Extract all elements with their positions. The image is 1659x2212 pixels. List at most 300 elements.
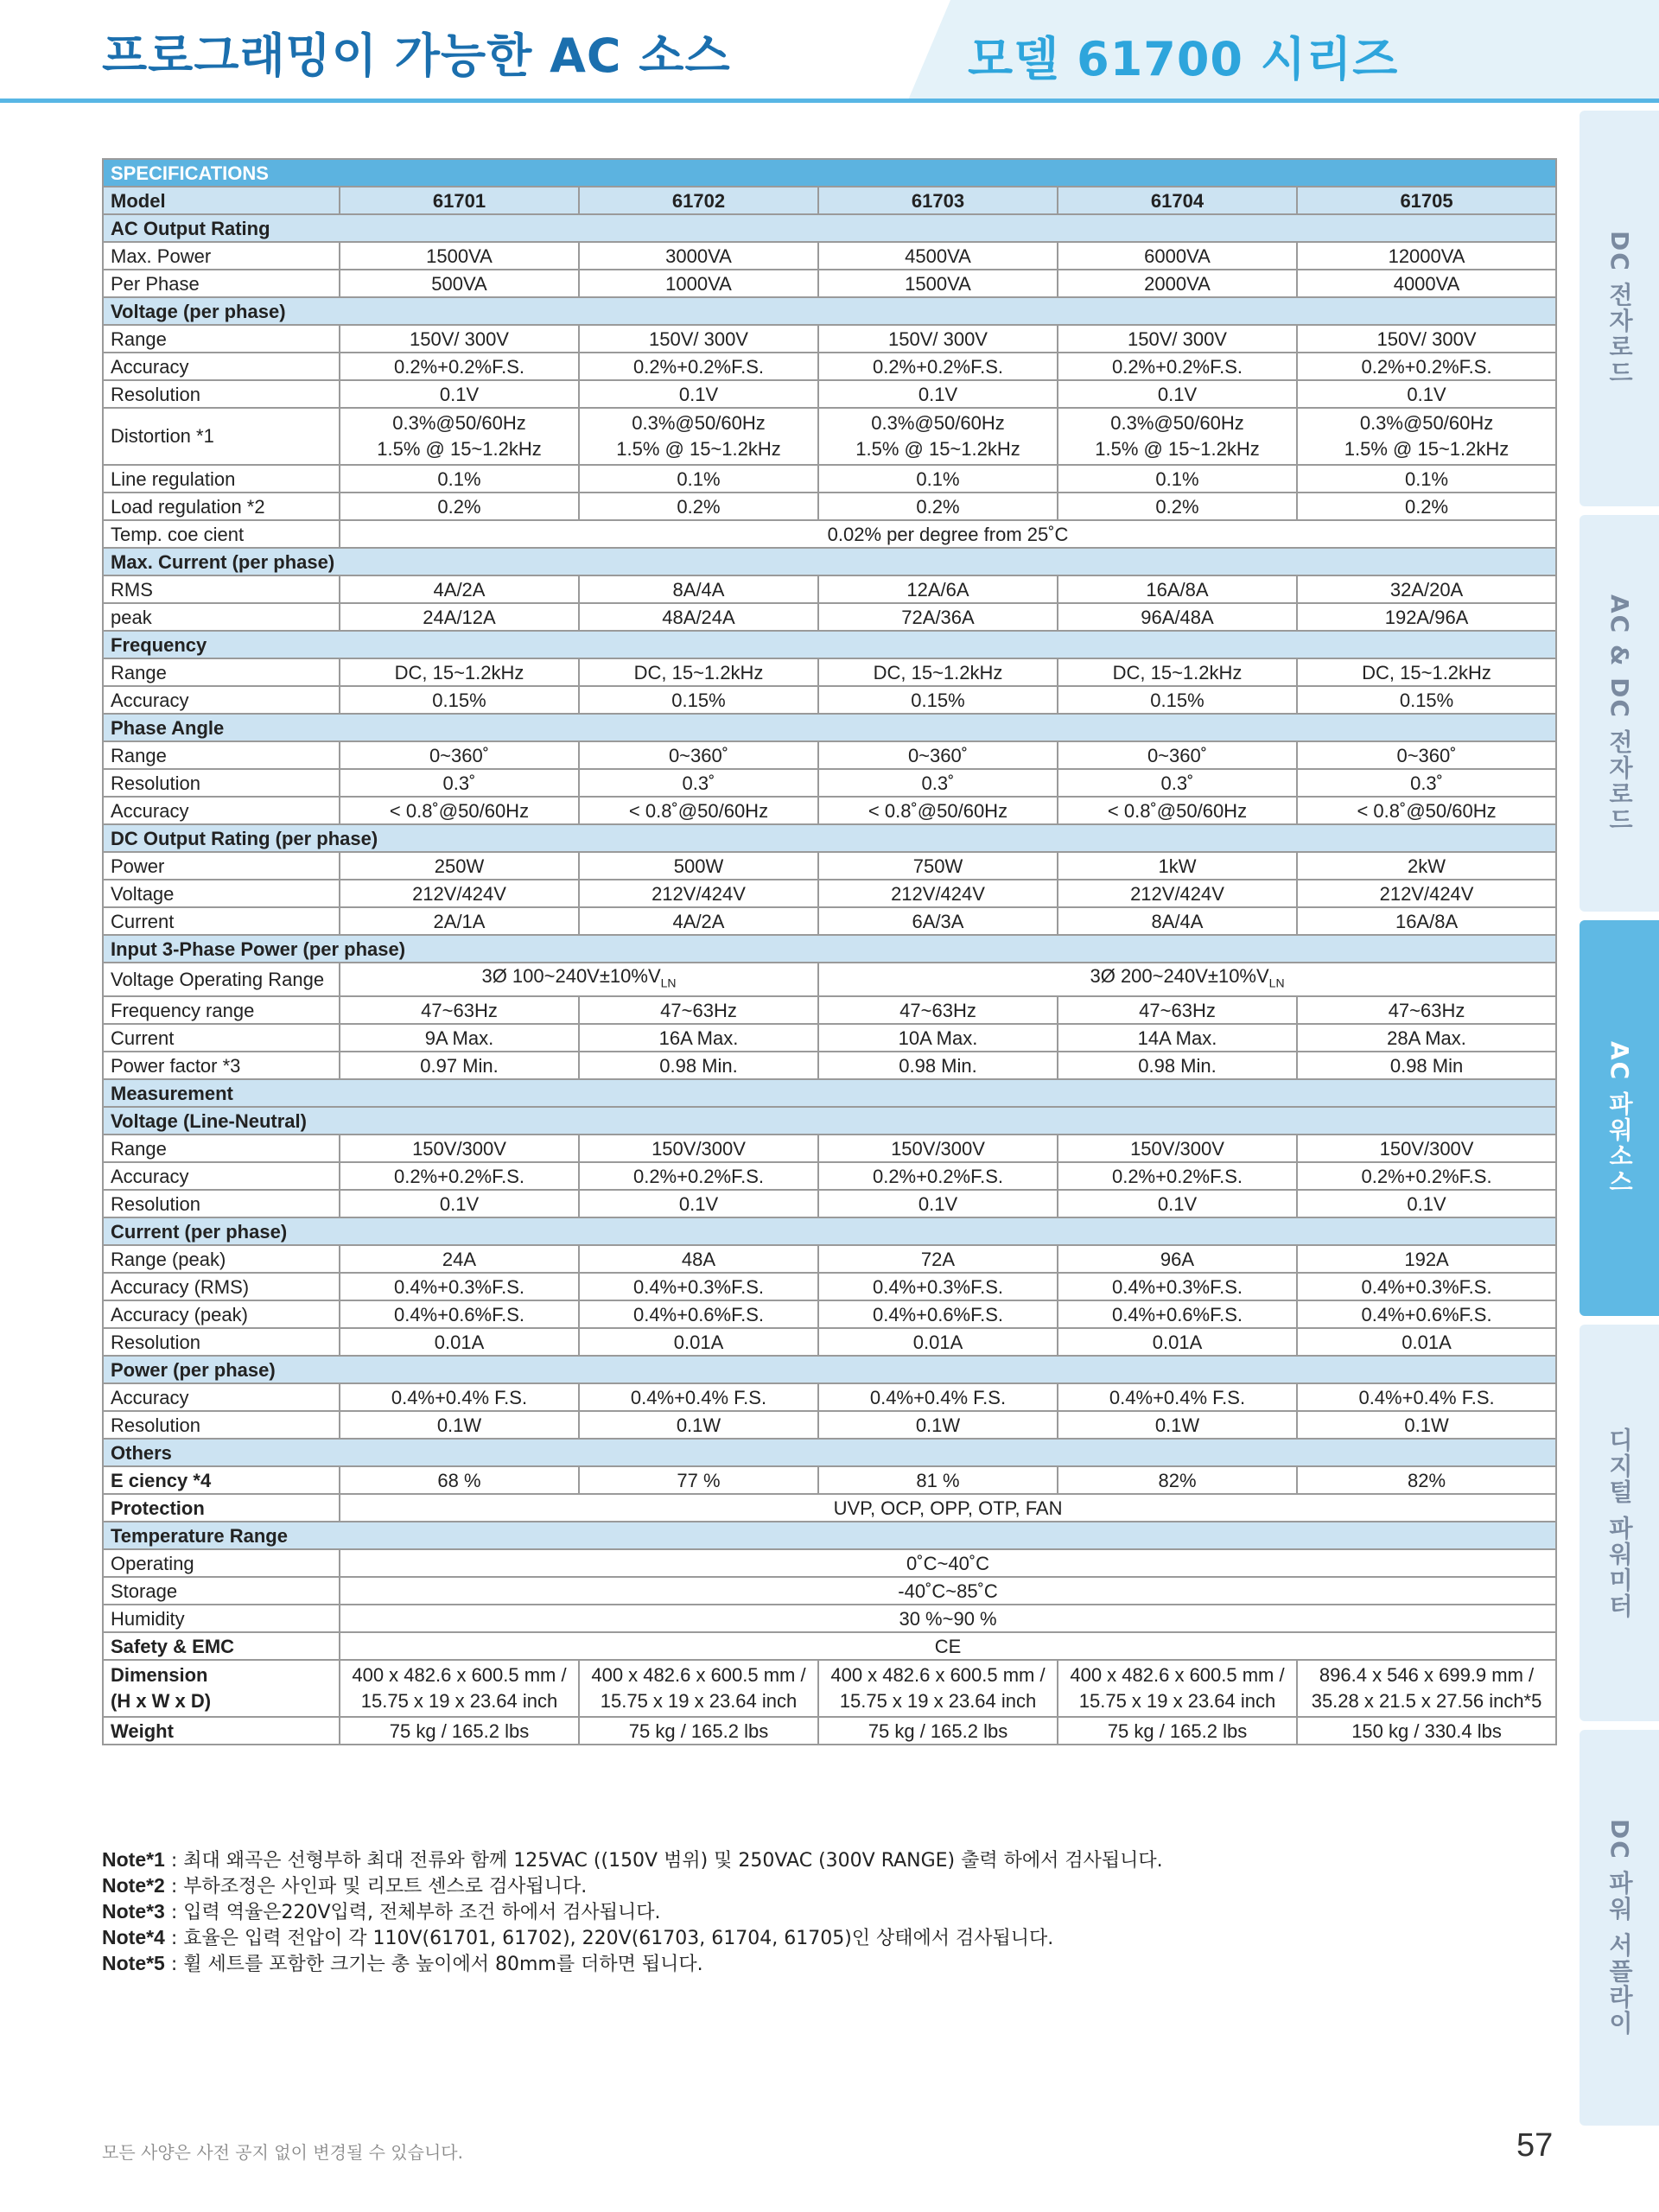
value-cell: 150V/ 300V: [340, 325, 579, 353]
section-label: Measurement: [103, 1079, 1556, 1107]
row-label: Accuracy: [103, 1162, 340, 1190]
table-row: [103, 658, 1556, 686]
value-cell: 12A/6A: [818, 575, 1058, 603]
table-row: [103, 1162, 1556, 1190]
value-cell: 1500VA: [818, 270, 1058, 297]
value-cell: DC, 15~1.2kHz: [340, 658, 579, 686]
table-row: [103, 1052, 1556, 1079]
section-label: AC Output Rating: [103, 214, 1556, 242]
value-cell: 0.1V: [579, 1190, 818, 1217]
note-item: [102, 1873, 1163, 1899]
model-name: 61704: [1058, 187, 1297, 214]
value-cell: 0.4%+0.3%F.S.: [818, 1273, 1058, 1300]
value-cell: 0.1V: [1297, 1190, 1556, 1217]
row-label: Range: [103, 1135, 340, 1162]
value-cell: 4A/2A: [340, 575, 579, 603]
value-cell: 212V/424V: [1297, 880, 1556, 907]
value-cell: 47~63Hz: [579, 996, 818, 1024]
value-cell: 0.4%+0.6%F.S.: [340, 1300, 579, 1328]
value-cell: 0.1V: [1058, 380, 1297, 408]
table-title: SPECIFICATIONS: [103, 159, 1556, 187]
value-cell: 0.1V: [1058, 1190, 1297, 1217]
value-cell: 14A Max.: [1058, 1024, 1297, 1052]
section-label: DC Output Rating (per phase): [103, 824, 1556, 852]
value-cell: 0.01A: [1058, 1328, 1297, 1356]
table-row: [103, 1190, 1556, 1217]
value-cell: 0.4%+0.4% F.S.: [340, 1383, 579, 1411]
merged-value: 0.02% per degree from 25˚C: [340, 520, 1556, 548]
note-item: [102, 1925, 1163, 1951]
value-cell: 0.4%+0.3%F.S.: [579, 1273, 818, 1300]
side-tab-ac-power-source[interactable]: [1580, 920, 1659, 1316]
note-text: : 입력 역율은220V입력, 전체부하 조건 하에서 검사됩니다.: [164, 1902, 661, 1923]
value-cell: 24A: [340, 1245, 579, 1273]
row-label: Accuracy (peak): [103, 1300, 340, 1328]
value-cell: 0~360˚: [1058, 741, 1297, 769]
value-cell: 0.4%+0.6%F.S.: [818, 1300, 1058, 1328]
row-label: Accuracy: [103, 353, 340, 380]
value-cell: 212V/424V: [579, 880, 818, 907]
table-row: [103, 996, 1556, 1024]
value-cell: 0.4%+0.3%F.S.: [1058, 1273, 1297, 1300]
section-label: Max. Current (per phase): [103, 548, 1556, 575]
note-mark: Note*5: [102, 1952, 165, 1974]
table-row: [103, 1494, 1556, 1522]
value-cell: 192A: [1297, 1245, 1556, 1273]
value-cell: 82%: [1297, 1466, 1556, 1494]
model-header-row: [103, 187, 1556, 214]
value-cell: 0.1%: [818, 465, 1058, 493]
value-cell: 0.4%+0.4% F.S.: [1058, 1383, 1297, 1411]
row-label: Current: [103, 907, 340, 935]
section-row: [103, 824, 1556, 852]
value-cell: 150V/ 300V: [1058, 325, 1297, 353]
note-mark: Note*1: [102, 1848, 165, 1871]
value-cell: 0.98 Min.: [579, 1052, 818, 1079]
table-row: [103, 380, 1556, 408]
value-cell: 0.2%+0.2%F.S.: [818, 353, 1058, 380]
table-row: [103, 880, 1556, 907]
value-cell: 6A/3A: [818, 907, 1058, 935]
split-value: [818, 963, 1556, 996]
value-cell: 0.3˚: [579, 769, 818, 797]
row-label: Range: [103, 658, 340, 686]
value-cell: 400 x 482.6 x 600.5 mm / 15.75 x 19 x 23.64 inch: [1058, 1660, 1297, 1717]
value-cell: 150V/300V: [340, 1135, 579, 1162]
side-tab-dc-load[interactable]: [1580, 111, 1659, 506]
row-label: peak: [103, 603, 340, 631]
table-row: [103, 1605, 1556, 1632]
row-label: Resolution: [103, 380, 340, 408]
value-cell: 150V/ 300V: [1297, 325, 1556, 353]
table-row: [103, 852, 1556, 880]
subscript-ln: LN: [1268, 976, 1285, 990]
value-cell: 0.3˚: [340, 769, 579, 797]
side-tab-label: AC & DC 전자로드: [1605, 594, 1634, 833]
table-row: [103, 686, 1556, 714]
value-cell: < 0.8˚@50/60Hz: [340, 797, 579, 824]
split-value: [340, 963, 818, 996]
row-label: Range: [103, 325, 340, 353]
page-number: 57: [1516, 2127, 1554, 2164]
value-cell: 0.15%: [579, 686, 818, 714]
value-cell: 150V/ 300V: [579, 325, 818, 353]
row-label: Resolution: [103, 1411, 340, 1439]
value-cell: 150V/300V: [579, 1135, 818, 1162]
value-cell: 68 %: [340, 1466, 579, 1494]
notes: [102, 1847, 1163, 1977]
value-cell: 150 kg / 330.4 lbs: [1297, 1717, 1556, 1745]
table-row: [103, 1273, 1556, 1300]
value-cell: 47~63Hz: [818, 996, 1058, 1024]
section-row: [103, 297, 1556, 325]
value-cell: 400 x 482.6 x 600.5 mm / 15.75 x 19 x 23.64 inch: [579, 1660, 818, 1717]
value-cell: 0.01A: [340, 1328, 579, 1356]
table-row: [103, 465, 1556, 493]
value-cell: 0~360˚: [340, 741, 579, 769]
section-row: [103, 214, 1556, 242]
value-cell: < 0.8˚@50/60Hz: [818, 797, 1058, 824]
value-cell: 0.2%+0.2%F.S.: [818, 1162, 1058, 1190]
value-cell: 16A/8A: [1058, 575, 1297, 603]
table-row: [103, 1135, 1556, 1162]
value-cell: 48A/24A: [579, 603, 818, 631]
table-row: [103, 575, 1556, 603]
value-cell: 0.1W: [1058, 1411, 1297, 1439]
value-cell: 12000VA: [1297, 242, 1556, 270]
row-label: Voltage: [103, 880, 340, 907]
section-label: Temperature Range: [103, 1522, 1556, 1549]
row-label: Accuracy: [103, 686, 340, 714]
section-label: Frequency: [103, 631, 1556, 658]
value-cell: 0.2%: [340, 493, 579, 520]
value-cell: 0.3˚: [818, 769, 1058, 797]
value-cell: < 0.8˚@50/60Hz: [1297, 797, 1556, 824]
table-row: [103, 797, 1556, 824]
row-label: Power: [103, 852, 340, 880]
table-title-row: [103, 159, 1556, 187]
value-cell: 81 %: [818, 1466, 1058, 1494]
table-row: [103, 741, 1556, 769]
row-label: Safety & EMC: [103, 1632, 340, 1660]
value-cell: 16A Max.: [579, 1024, 818, 1052]
value-cell: DC, 15~1.2kHz: [579, 658, 818, 686]
value-cell: 0.15%: [1058, 686, 1297, 714]
value-cell: 0.2%+0.2%F.S.: [1058, 353, 1297, 380]
value-cell: 10A Max.: [818, 1024, 1058, 1052]
side-tab-label: DC 파워 서플라이: [1605, 1819, 1634, 2037]
row-label: Distortion *1: [103, 408, 340, 465]
row-label: Current: [103, 1024, 340, 1052]
row-label: Storage: [103, 1577, 340, 1605]
split-value-text: 3Ø 100~240V±10%V: [481, 965, 661, 987]
footer-disclaimer: 모든 사양은 사전 공지 없이 변경될 수 있습니다.: [102, 2142, 463, 2163]
value-cell: 0.15%: [818, 686, 1058, 714]
value-cell: 0.3%@50/60Hz 1.5% @ 15~1.2kHz: [1297, 408, 1556, 465]
value-cell: 896.4 x 546 x 699.9 mm / 35.28 x 21.5 x 27.56 inch*5: [1297, 1660, 1556, 1717]
specifications-table: [102, 158, 1557, 1745]
value-cell: 28A Max.: [1297, 1024, 1556, 1052]
subscript-ln: LN: [660, 976, 677, 990]
row-label: E ciency *4: [103, 1466, 340, 1494]
note-item: [102, 1951, 1163, 1977]
value-cell: 3000VA: [579, 242, 818, 270]
value-cell: 192A/96A: [1297, 603, 1556, 631]
value-cell: 212V/424V: [1058, 880, 1297, 907]
section-label: Input 3-Phase Power (per phase): [103, 935, 1556, 963]
section-label: Voltage (Line-Neutral): [103, 1107, 1556, 1135]
row-label: Operating: [103, 1549, 340, 1577]
value-cell: DC, 15~1.2kHz: [1297, 658, 1556, 686]
value-cell: 0.97 Min.: [340, 1052, 579, 1079]
table-row: [103, 907, 1556, 935]
merged-value: 0˚C~40˚C: [340, 1549, 1556, 1577]
row-label: Resolution: [103, 769, 340, 797]
merged-value: CE: [340, 1632, 1556, 1660]
value-cell: 212V/424V: [340, 880, 579, 907]
value-cell: 75 kg / 165.2 lbs: [340, 1717, 579, 1745]
value-cell: 0.2%+0.2%F.S.: [1297, 1162, 1556, 1190]
value-cell: 0.4%+0.3%F.S.: [1297, 1273, 1556, 1300]
value-cell: 0.1%: [1058, 465, 1297, 493]
value-cell: 0.1W: [1297, 1411, 1556, 1439]
value-cell: 0.4%+0.6%F.S.: [579, 1300, 818, 1328]
value-cell: < 0.8˚@50/60Hz: [579, 797, 818, 824]
section-row: [103, 1079, 1556, 1107]
value-cell: 400 x 482.6 x 600.5 mm / 15.75 x 19 x 23.64 inch: [340, 1660, 579, 1717]
section-row: [103, 1522, 1556, 1549]
value-cell: 1000VA: [579, 270, 818, 297]
value-cell: 75 kg / 165.2 lbs: [1058, 1717, 1297, 1745]
section-label: Power (per phase): [103, 1356, 1556, 1383]
row-label: Accuracy: [103, 1383, 340, 1411]
value-cell: 150V/ 300V: [818, 325, 1058, 353]
value-cell: 0.1W: [818, 1411, 1058, 1439]
row-label: Accuracy (RMS): [103, 1273, 340, 1300]
row-label: Line regulation: [103, 465, 340, 493]
note-mark: Note*2: [102, 1874, 165, 1897]
table-row: [103, 242, 1556, 270]
value-cell: 0.01A: [1297, 1328, 1556, 1356]
table-row: [103, 353, 1556, 380]
value-cell: 0.1V: [818, 1190, 1058, 1217]
row-label: Power factor *3: [103, 1052, 340, 1079]
row-label: Humidity: [103, 1605, 340, 1632]
table-row: [103, 1717, 1556, 1745]
value-cell: 75 kg / 165.2 lbs: [579, 1717, 818, 1745]
row-label: Load regulation *2: [103, 493, 340, 520]
value-cell: DC, 15~1.2kHz: [1058, 658, 1297, 686]
table-row: [103, 1024, 1556, 1052]
value-cell: 0.15%: [1297, 686, 1556, 714]
value-cell: 0.1V: [818, 380, 1058, 408]
value-cell: 0.15%: [340, 686, 579, 714]
merged-value: -40˚C~85˚C: [340, 1577, 1556, 1605]
value-cell: 9A Max.: [340, 1024, 579, 1052]
value-cell: 0.2%: [1297, 493, 1556, 520]
note-text: : 부하조정은 사인파 및 리모트 센스로 검사됩니다.: [164, 1876, 588, 1897]
side-tabs: [1580, 111, 1659, 2126]
value-cell: 0.2%: [818, 493, 1058, 520]
section-label: Current (per phase): [103, 1217, 1556, 1245]
value-cell: 16A/8A: [1297, 907, 1556, 935]
value-cell: 72A/36A: [818, 603, 1058, 631]
value-cell: 0.1%: [340, 465, 579, 493]
value-cell: 400 x 482.6 x 600.5 mm / 15.75 x 19 x 23.64 inch: [818, 1660, 1058, 1717]
value-cell: 0.1W: [340, 1411, 579, 1439]
table-row: [103, 493, 1556, 520]
value-cell: 150V/300V: [1058, 1135, 1297, 1162]
value-cell: 750W: [818, 852, 1058, 880]
value-cell: 0.3%@50/60Hz 1.5% @ 15~1.2kHz: [579, 408, 818, 465]
table-row: [103, 325, 1556, 353]
value-cell: 0.2%+0.2%F.S.: [340, 353, 579, 380]
section-row: [103, 548, 1556, 575]
value-cell: 77 %: [579, 1466, 818, 1494]
value-cell: 96A/48A: [1058, 603, 1297, 631]
row-label: Dimension (H x W x D): [103, 1660, 340, 1717]
side-tab-digital-power-meter[interactable]: [1580, 1325, 1659, 1720]
note-item: [102, 1899, 1163, 1925]
model-label: Model: [103, 187, 340, 214]
table-row: [103, 1632, 1556, 1660]
value-cell: 0.2%+0.2%F.S.: [340, 1162, 579, 1190]
series-title: 모델 61700 시리즈: [968, 32, 1399, 86]
note-mark: Note*3: [102, 1900, 165, 1923]
table-row: [103, 1660, 1556, 1717]
value-cell: 500W: [579, 852, 818, 880]
row-label: Resolution: [103, 1190, 340, 1217]
value-cell: 0.1V: [340, 380, 579, 408]
value-cell: 0.3%@50/60Hz 1.5% @ 15~1.2kHz: [1058, 408, 1297, 465]
table-row: [103, 520, 1556, 548]
row-label: Weight: [103, 1717, 340, 1745]
table-row: [103, 1328, 1556, 1356]
note-mark: Note*4: [102, 1926, 165, 1948]
note-text: : 효율은 입력 전압이 각 110V(61701, 61702), 220V(61703, 61704, 61705)인 상태에서 검사됩니다.: [164, 1928, 1054, 1949]
model-name: 61701: [340, 187, 579, 214]
value-cell: 75 kg / 165.2 lbs: [818, 1717, 1058, 1745]
row-label: Frequency range: [103, 996, 340, 1024]
value-cell: 8A/4A: [579, 575, 818, 603]
value-cell: 1kW: [1058, 852, 1297, 880]
header-divider: [0, 99, 1659, 103]
value-cell: 96A: [1058, 1245, 1297, 1273]
value-cell: 2kW: [1297, 852, 1556, 880]
side-tab-label: 디지털 파워미터: [1605, 1427, 1634, 1619]
split-value-text: 3Ø 200~240V±10%V: [1090, 965, 1269, 987]
row-label: Protection: [103, 1494, 340, 1522]
side-tab-dc-power-supply[interactable]: [1580, 1730, 1659, 2126]
section-row: [103, 631, 1556, 658]
section-row: [103, 935, 1556, 963]
value-cell: 47~63Hz: [340, 996, 579, 1024]
row-label: Per Phase: [103, 270, 340, 297]
value-cell: 72A: [818, 1245, 1058, 1273]
value-cell: 1500VA: [340, 242, 579, 270]
section-row: [103, 1217, 1556, 1245]
section-row: [103, 1439, 1556, 1466]
table-row: [103, 1466, 1556, 1494]
table-row: [103, 963, 1556, 996]
value-cell: < 0.8˚@50/60Hz: [1058, 797, 1297, 824]
value-cell: 0.01A: [818, 1328, 1058, 1356]
row-label: Voltage Operating Range: [103, 963, 340, 996]
value-cell: 82%: [1058, 1466, 1297, 1494]
table-row: [103, 408, 1556, 465]
table-row: [103, 270, 1556, 297]
value-cell: 0.1V: [340, 1190, 579, 1217]
value-cell: 0.3%@50/60Hz 1.5% @ 15~1.2kHz: [340, 408, 579, 465]
table-row: [103, 1577, 1556, 1605]
section-label: Voltage (per phase): [103, 297, 1556, 325]
value-cell: 0.3%@50/60Hz 1.5% @ 15~1.2kHz: [818, 408, 1058, 465]
value-cell: 0.2%+0.2%F.S.: [1058, 1162, 1297, 1190]
note-text: : 휠 세트를 포함한 크기는 총 높이에서 80mm를 더하면 됩니다.: [164, 1954, 703, 1975]
table-row: [103, 769, 1556, 797]
value-cell: 0.2%+0.2%F.S.: [579, 353, 818, 380]
value-cell: 0.1%: [1297, 465, 1556, 493]
value-cell: 250W: [340, 852, 579, 880]
model-name: 61702: [579, 187, 818, 214]
value-cell: 0.2%: [579, 493, 818, 520]
row-label: Range: [103, 741, 340, 769]
value-cell: 0.4%+0.4% F.S.: [579, 1383, 818, 1411]
value-cell: 0.4%+0.4% F.S.: [818, 1383, 1058, 1411]
section-label: Phase Angle: [103, 714, 1556, 741]
table-row: [103, 1245, 1556, 1273]
value-cell: 150V/300V: [1297, 1135, 1556, 1162]
merged-value: UVP, OCP, OPP, OTP, FAN: [340, 1494, 1556, 1522]
value-cell: 0.1W: [579, 1411, 818, 1439]
side-tab-label: DC 전자로드: [1605, 231, 1634, 386]
value-cell: 0.98 Min.: [818, 1052, 1058, 1079]
value-cell: 48A: [579, 1245, 818, 1273]
value-cell: 0~360˚: [1297, 741, 1556, 769]
value-cell: 0.4%+0.6%F.S.: [1297, 1300, 1556, 1328]
table-row: [103, 1549, 1556, 1577]
value-cell: 47~63Hz: [1297, 996, 1556, 1024]
table-row: [103, 603, 1556, 631]
value-cell: 2A/1A: [340, 907, 579, 935]
section-label: Others: [103, 1439, 1556, 1466]
row-label: RMS: [103, 575, 340, 603]
value-cell: 0.4%+0.3%F.S.: [340, 1273, 579, 1300]
value-cell: 0.2%+0.2%F.S.: [579, 1162, 818, 1190]
value-cell: 0.4%+0.6%F.S.: [1058, 1300, 1297, 1328]
value-cell: 0.4%+0.4% F.S.: [1297, 1383, 1556, 1411]
section-row: [103, 1107, 1556, 1135]
value-cell: 0.98 Min: [1297, 1052, 1556, 1079]
value-cell: 8A/4A: [1058, 907, 1297, 935]
table-row: [103, 1411, 1556, 1439]
side-tab-label: AC 파워소스: [1605, 1041, 1634, 1195]
value-cell: 0.1V: [579, 380, 818, 408]
model-name: 61705: [1297, 187, 1556, 214]
value-cell: 4000VA: [1297, 270, 1556, 297]
value-cell: DC, 15~1.2kHz: [818, 658, 1058, 686]
value-cell: 0.3˚: [1297, 769, 1556, 797]
value-cell: 500VA: [340, 270, 579, 297]
value-cell: 32A/20A: [1297, 575, 1556, 603]
row-label: Temp. coe cient: [103, 520, 340, 548]
value-cell: 0.1V: [1297, 380, 1556, 408]
value-cell: 0~360˚: [579, 741, 818, 769]
row-label: Accuracy: [103, 797, 340, 824]
side-tab-ac-dc-load[interactable]: [1580, 515, 1659, 911]
section-row: [103, 1356, 1556, 1383]
value-cell: 0.98 Min.: [1058, 1052, 1297, 1079]
